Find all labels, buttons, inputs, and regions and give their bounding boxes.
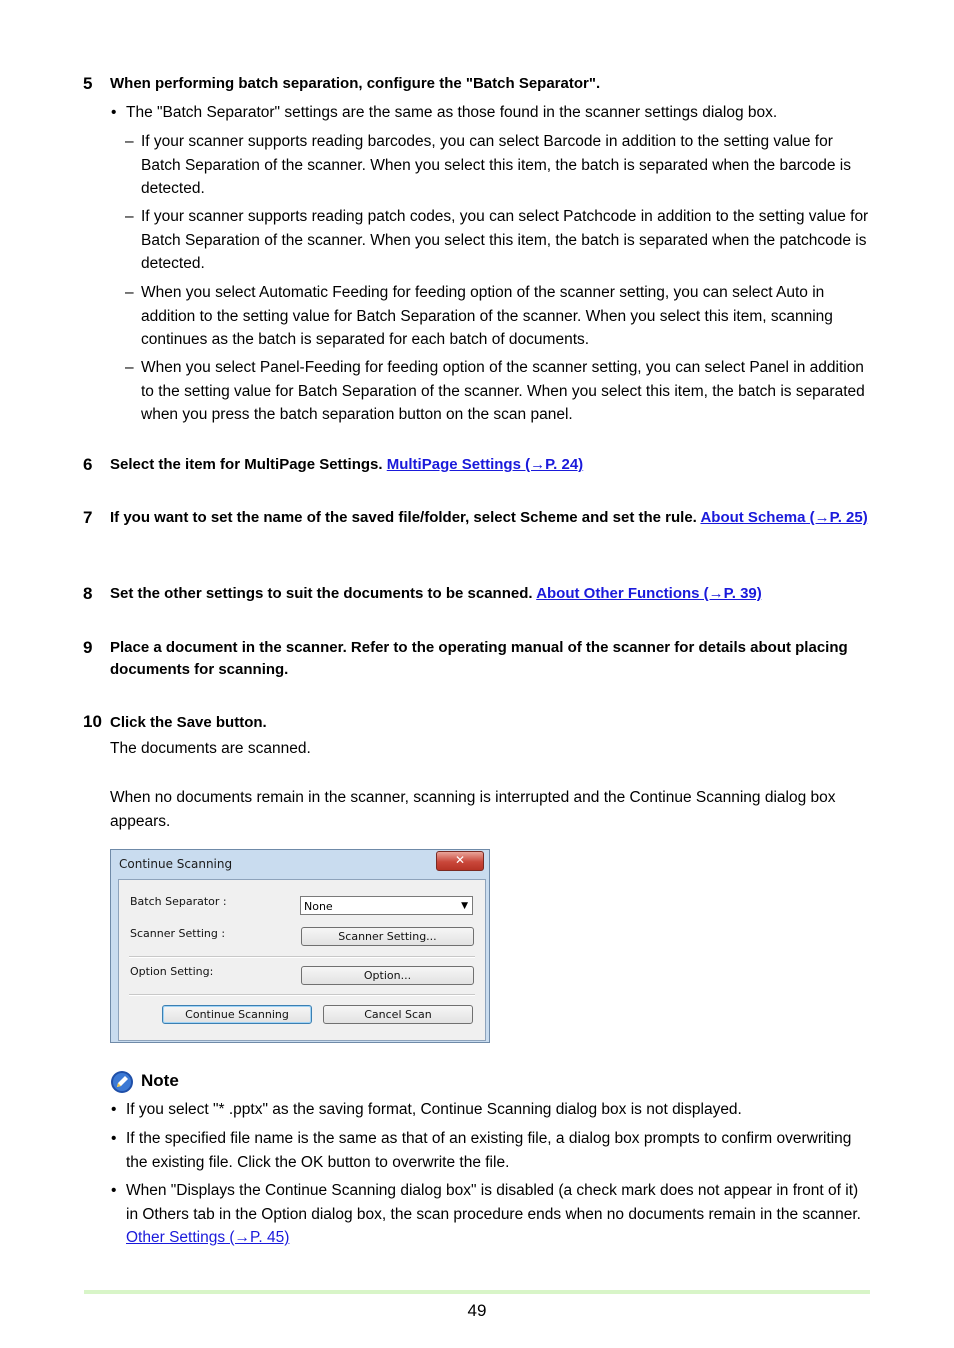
dash-mark: – [125, 284, 134, 301]
note-icon [110, 1070, 134, 1094]
dash-item [125, 356, 871, 427]
other-settings-link[interactable]: Other Settings (→P. 45) [126, 1229, 290, 1246]
about-schema-link[interactable]: About Schema (→P. 25) [700, 509, 868, 526]
note-item [111, 1127, 871, 1174]
step-number: 6 [83, 455, 93, 474]
bullet-mark: • [111, 1101, 117, 1118]
note-item [111, 1098, 871, 1122]
page-number: 49 [467, 1301, 487, 1320]
step-text: If you want to set the name of the saved file/folder, select Scheme and set the rule. [110, 509, 697, 526]
step-text: Select the item for MultiPage Settings. [110, 456, 383, 473]
bullet-mark: • [111, 1182, 117, 1199]
dash-text: When you select Panel-Feeding for feeding option of the scanner setting, you can select Panel in addition to the setting value for Batch Separation of the scanner. When you select this item, the batch is separated when you press the batch separation button on the scan panel. [141, 359, 865, 423]
option-button[interactable]: Option... [301, 966, 474, 985]
dash-mark: – [125, 133, 134, 150]
step-heading: Place a document in the scanner. Refer to the operating manual of the scanner for details about placing documents for scanning. [110, 639, 848, 678]
bullet-mark: • [111, 104, 117, 121]
divider [129, 956, 475, 958]
step-heading: Click the Save button. [110, 714, 267, 731]
scanner-setting-label: Scanner Setting : [130, 927, 226, 940]
dialog-body [118, 879, 486, 1041]
note-text: If you select "* .pptx" as the saving format, Continue Scanning dialog box is not displayed. [126, 1101, 742, 1118]
dash-item [125, 205, 871, 276]
option-setting-label: Option Setting: [130, 965, 214, 978]
bullet-mark: • [111, 1130, 117, 1147]
divider [129, 994, 475, 996]
note-text: If the specified file name is the same as that of an existing file, a dialog box prompts to confirm overwriting the existing file. Click the OK button to overwrite the file. [126, 1130, 852, 1171]
continue-scanning-button[interactable]: Continue Scanning [162, 1005, 312, 1024]
footer-divider [84, 1290, 870, 1294]
step-number: 8 [83, 584, 93, 603]
cancel-scan-button[interactable]: Cancel Scan [323, 1005, 473, 1024]
bullet-text: The "Batch Separator" settings are the same as those found in the scanner settings dialog box. [126, 104, 778, 121]
note-text: When "Displays the Continue Scanning dialog box" is disabled (a check mark does not appear in front of it) in Others tab in the Option dialog box, the scan procedure ends when no documents remain in the scanner. [126, 1182, 861, 1223]
step-number: 10 [83, 712, 102, 731]
paragraph: The documents are scanned. [110, 740, 311, 757]
step-text: Set the other settings to suit the documents to be scanned. [110, 585, 533, 602]
scanner-setting-button[interactable]: Scanner Setting... [301, 927, 474, 946]
step-number: 7 [83, 508, 93, 527]
paragraph: When no documents remain in the scanner, scanning is interrupted and the Continue Scanning dialog box appears. [110, 789, 836, 830]
step-number: 9 [83, 638, 93, 657]
dash-text: When you select Automatic Feeding for feeding option of the scanner setting, you can select Auto in addition to the setting value for Batch Separation of the scanner. When you select this item, scanning continues as the batch is separated for each batch of documents. [141, 284, 833, 348]
continue-scanning-dialog [110, 849, 490, 1043]
dash-mark: – [125, 208, 134, 225]
batch-separator-label: Batch Separator : [130, 895, 227, 908]
dash-mark: – [125, 359, 134, 376]
bullet-item [111, 101, 866, 125]
dialog-title: Continue Scanning [119, 857, 233, 871]
note-heading: Note [141, 1071, 179, 1090]
step-heading [110, 454, 870, 476]
step-number: 5 [83, 74, 93, 93]
dash-text: If your scanner supports reading patch codes, you can select Patchcode in addition to the setting value for Batch Separation of the scanner. When you select this item, the batch is separated when the patchcode is detected. [141, 208, 869, 272]
chevron-down-icon: ▼ [461, 901, 468, 911]
multipage-settings-link[interactable]: MultiPage Settings (→P. 24) [386, 456, 584, 473]
dash-item [125, 130, 871, 201]
step-heading [110, 507, 870, 529]
batch-separator-select[interactable] [300, 896, 473, 915]
step-heading [110, 583, 870, 605]
about-other-functions-link[interactable]: About Other Functions (→P. 39) [536, 585, 762, 602]
dash-text: If your scanner supports reading barcodes, you can select Barcode in addition to the setting value for Batch Separation of the scanner. When you select this item, the batch is separated when the barcode is detected. [141, 133, 851, 197]
batch-separator-value: None [304, 900, 333, 913]
close-button[interactable] [436, 851, 484, 871]
note-item [111, 1179, 871, 1250]
close-icon: ✕ [454, 853, 466, 867]
step-heading: When performing batch separation, configure the "Batch Separator". [110, 75, 601, 92]
dash-item [125, 281, 871, 352]
